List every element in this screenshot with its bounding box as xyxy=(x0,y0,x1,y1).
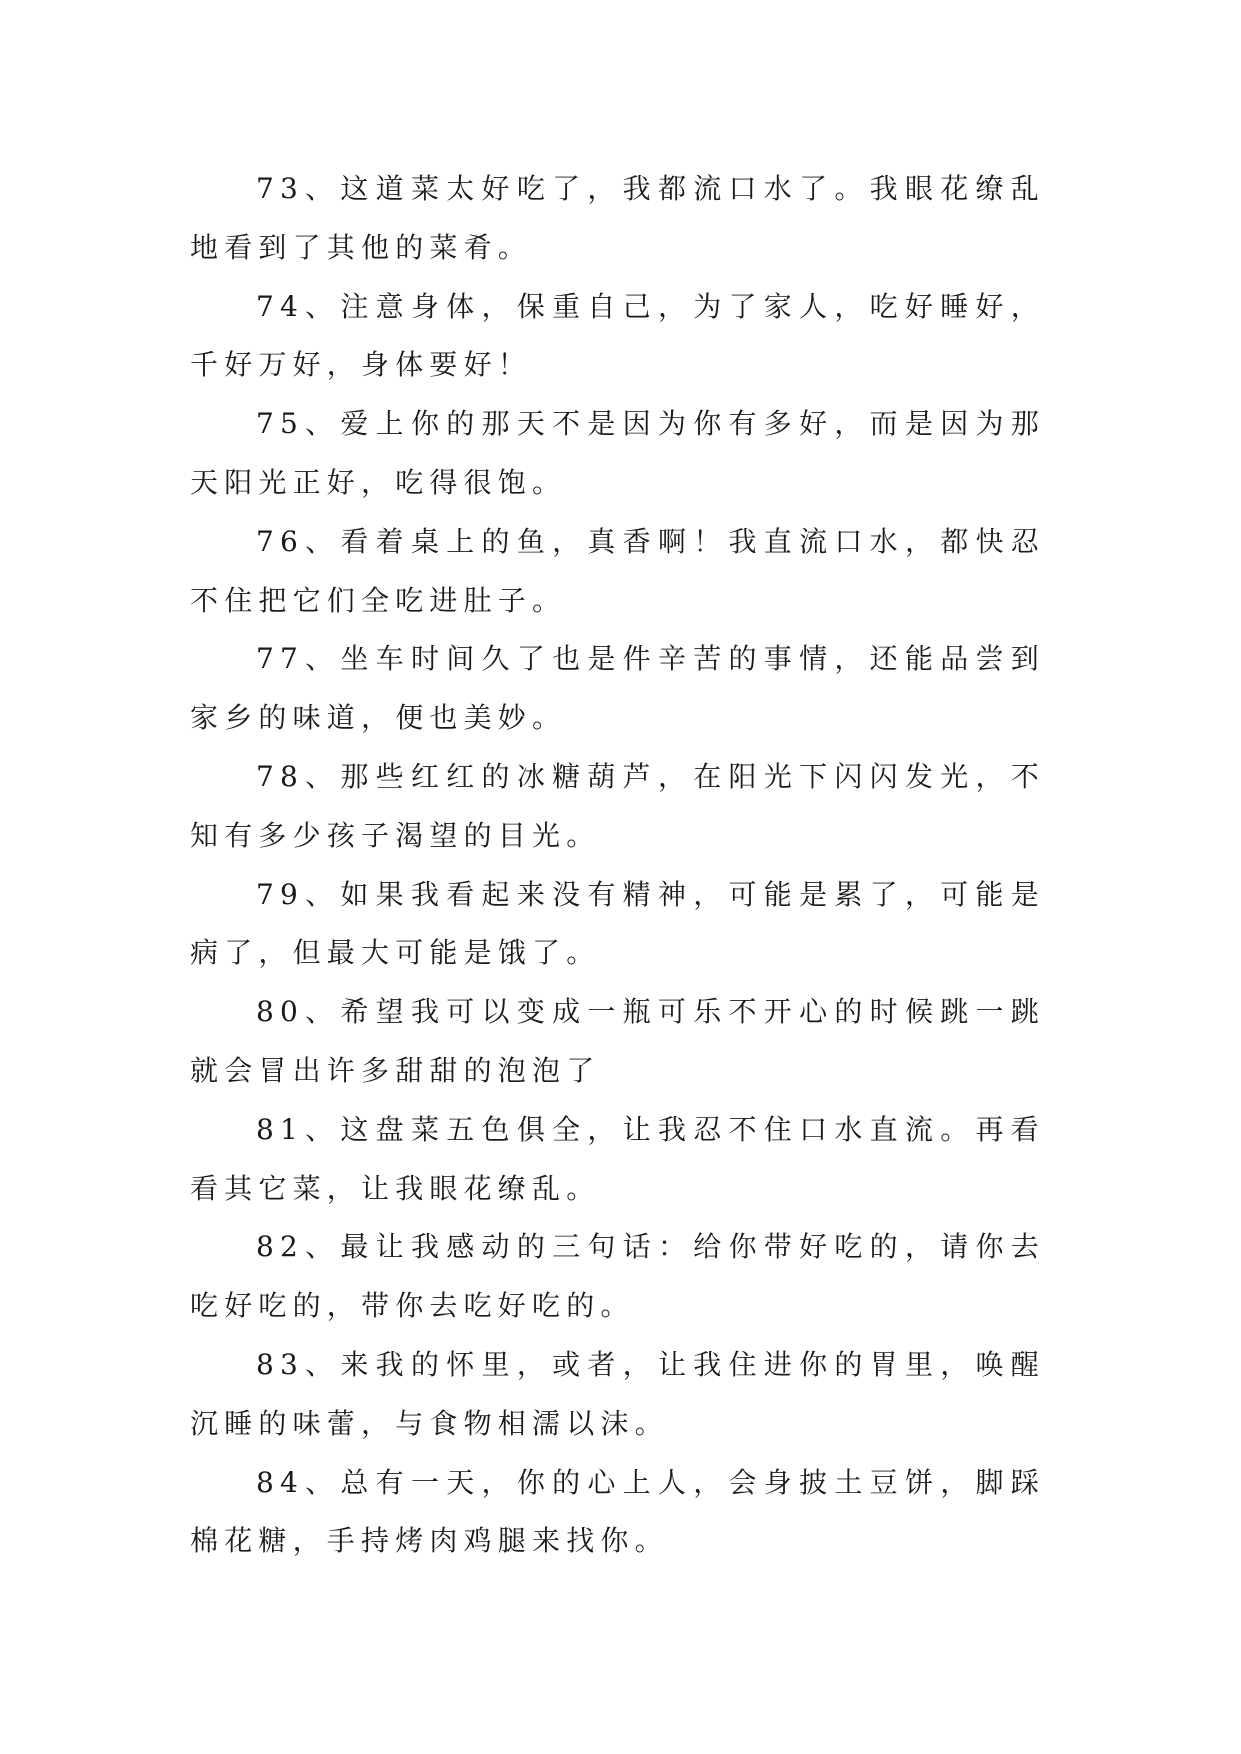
entry-81: 81、这盘菜五色俱全，让我忍不住口水直流。再看看其它菜，让我眼花缭乱。 xyxy=(190,1112,1045,1205)
document-page xyxy=(190,160,1045,1571)
entry-76: 76、看着桌上的鱼，真香啊！我直流口水，都快忍不住把它们全吃进肚子。 xyxy=(190,524,1045,617)
entry-77: 77、坐车时间久了也是件辛苦的事情，还能品尝到家乡的味道，便也美妙。 xyxy=(190,642,1045,735)
entry-74: 74、注意身体，保重自己，为了家人，吃好睡好，千好万好，身体要好！ xyxy=(190,289,1045,382)
entry-75: 75、爱上你的那天不是因为你有多好，而是因为那天阳光正好，吃得很饱。 xyxy=(190,407,1045,499)
entry-83: 83、来我的怀里，或者，让我住进你的胃里，唤醒沉睡的味蕾，与食物相濡以沫。 xyxy=(190,1347,1045,1440)
entry-80: 80、希望我可以变成一瓶可乐不开心的时候跳一跳就会冒出许多甜甜的泡泡了 xyxy=(190,995,1045,1087)
entry-79: 79、如果我看起来没有精神，可能是累了，可能是病了，但最大可能是饿了。 xyxy=(190,877,1045,970)
entry-82: 82、最让我感动的三句话：给你带好吃的，请你去吃好吃的，带你去吃好吃的。 xyxy=(190,1230,1045,1323)
entry-73: 73、这道菜太好吃了，我都流口水了。我眼花缭乱地看到了其他的菜肴。 xyxy=(190,172,1045,264)
entry-84: 84、总有一天，你的心上人，会身披土豆饼，脚踩棉花糖，手持烤肉鸡腿来找你。 xyxy=(190,1465,1045,1558)
entry-78: 78、那些红红的冰糖葫芦，在阳光下闪闪发光，不知有多少孩子渴望的目光。 xyxy=(190,759,1045,852)
